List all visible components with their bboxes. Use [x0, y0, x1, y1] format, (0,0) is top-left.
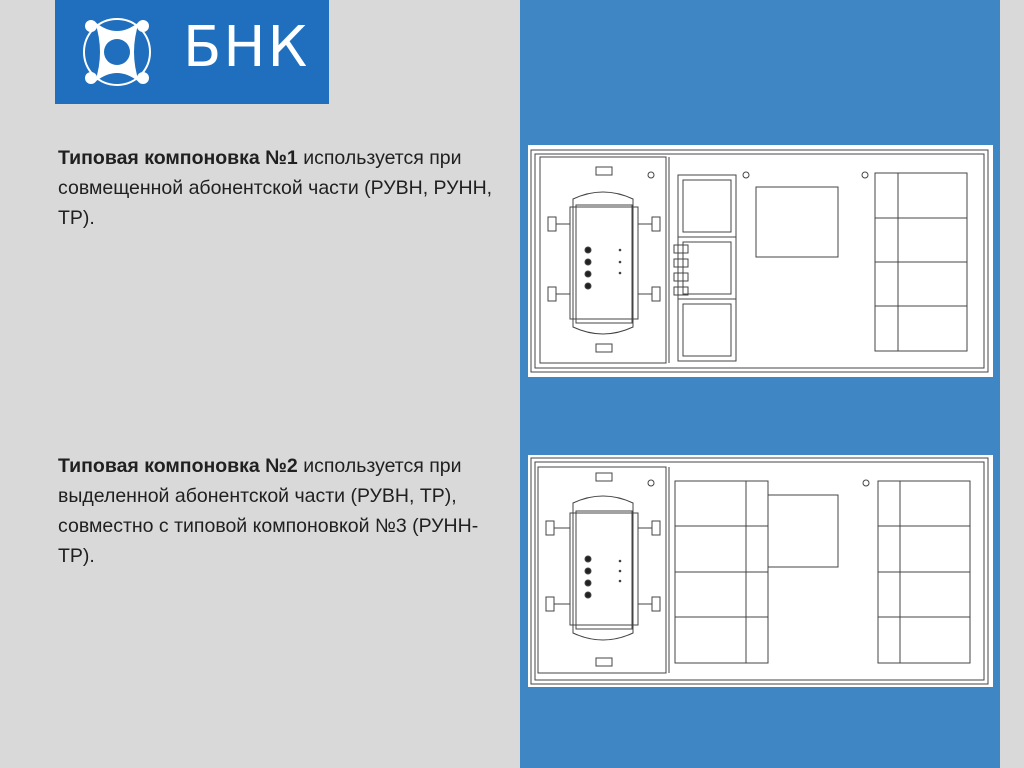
layout-1-description: используется при совмещенной абонентской части (РУВН, РУНН, ТР). [58, 147, 493, 229]
company-logo [55, 0, 329, 104]
layout-1-title: Типовая компоновка №1 [58, 147, 298, 169]
layout-1-text [58, 143, 508, 233]
layout-2-description: используется при выделенной абонентской части (РУВН, ТР), совместно с типовой компоновкой №3 (РУНН-ТР). [58, 455, 479, 567]
right-gray-strip [1000, 0, 1024, 768]
layout-2-drawing [528, 455, 993, 687]
layout-2-title: Типовая компоновка №2 [58, 455, 298, 477]
layout-2-text [58, 451, 508, 571]
layout-1-drawing [528, 145, 993, 377]
logo-text: БНК [183, 15, 310, 80]
